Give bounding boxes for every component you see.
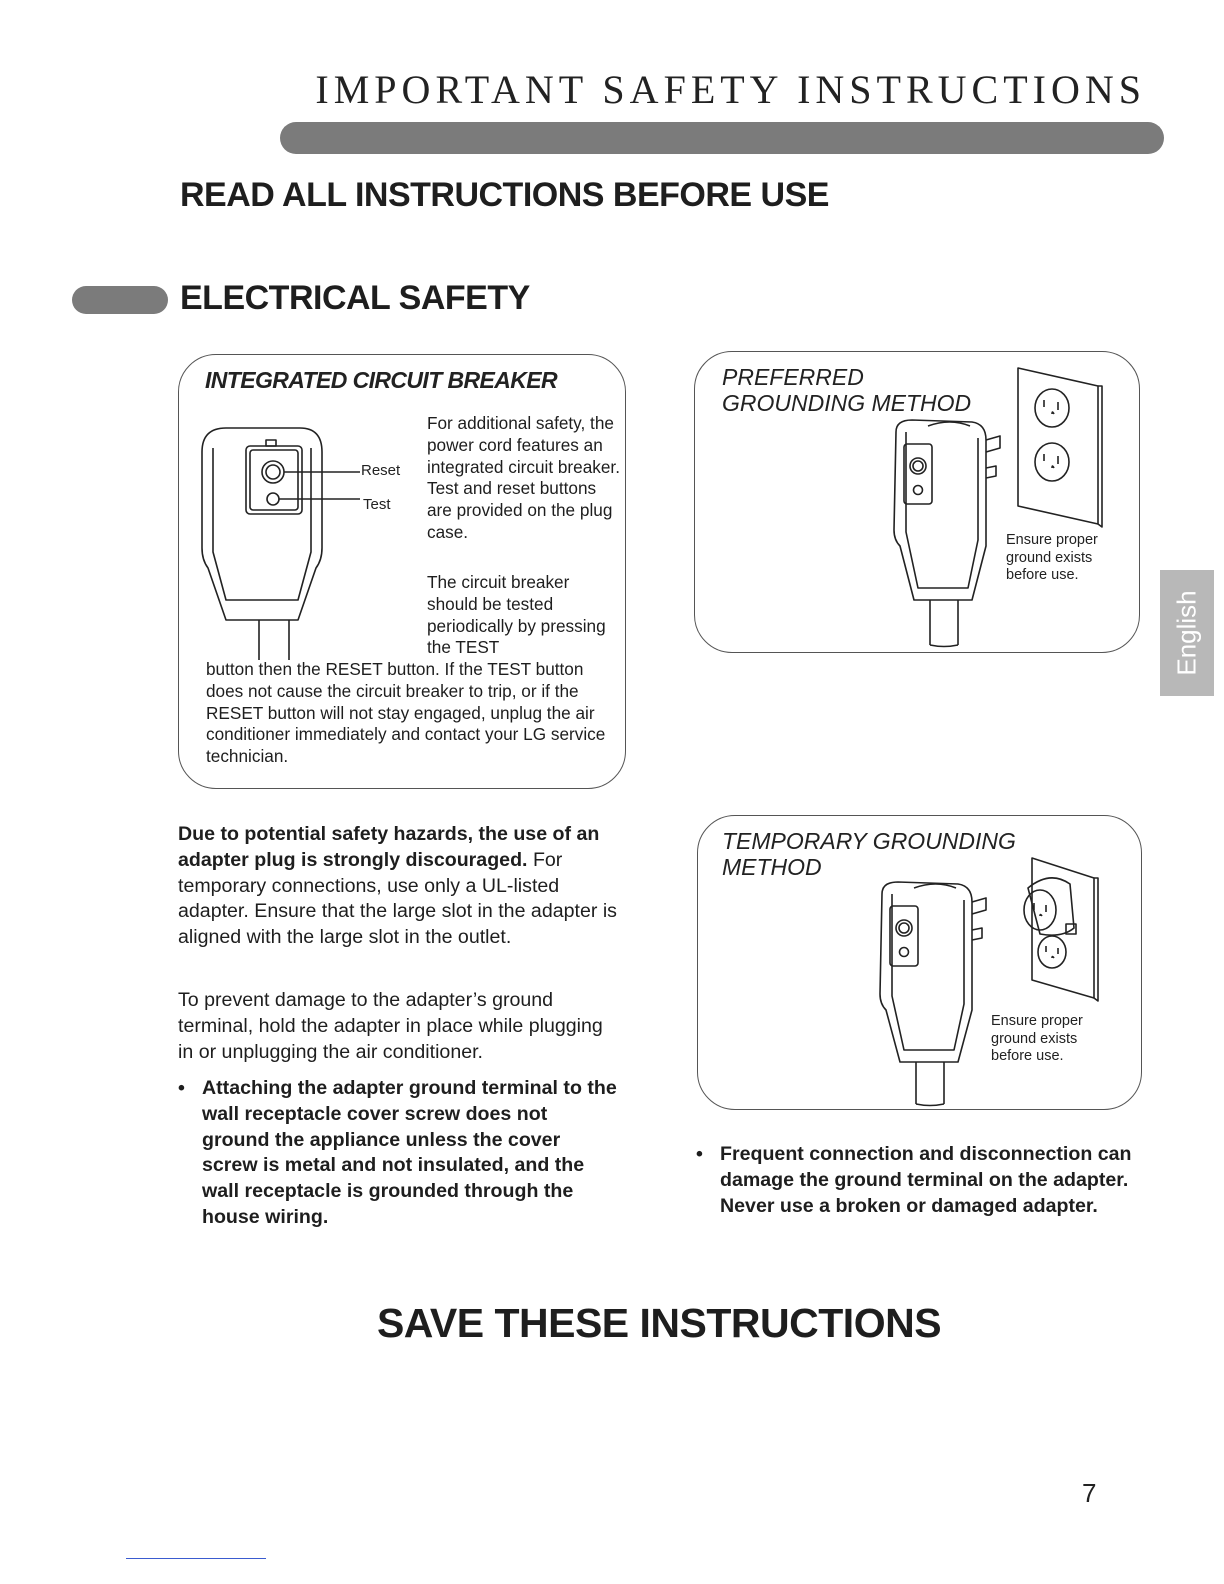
icb-title: INTEGRATED CIRCUIT BREAKER bbox=[205, 367, 557, 393]
page-number: 7 bbox=[1082, 1478, 1097, 1508]
bullet-text: Frequent connection and disconnection can damage the ground terminal on the adapter. Never use a broken or damaged adapter. bbox=[720, 1143, 1132, 1217]
section-title: ELECTRICAL SAFETY bbox=[180, 279, 530, 317]
reset-label: Reset bbox=[361, 462, 401, 479]
adapter-warning: Due to potential safety hazards, the use of an adapter plug is strongly discouraged. bbox=[178, 823, 600, 871]
callout-line: Ensure proper bbox=[1006, 532, 1098, 548]
icb-paragraph-1: For additional safety, the power cord features an integrated circuit breaker. Test and reset buttons are provided on the plug case. bbox=[427, 413, 620, 542]
bullet-dot: • bbox=[696, 1143, 703, 1165]
page-header-title: IMPORTANT SAFETY INSTRUCTIONS bbox=[315, 67, 1146, 112]
language-tab-label: English bbox=[1171, 590, 1202, 676]
temporary-title-line-1: TEMPORARY GROUNDING bbox=[722, 828, 1016, 854]
callout-line: before use. bbox=[991, 1048, 1064, 1064]
bullet-item bbox=[696, 1142, 1136, 1219]
callout-line: Ensure proper bbox=[991, 1013, 1083, 1029]
callout-line: ground exists bbox=[991, 1030, 1078, 1047]
icb-paragraph-2-start: The circuit breaker should be tested periodically by pressing the TEST bbox=[427, 572, 606, 658]
save-instructions-heading: SAVE THESE INSTRUCTIONS bbox=[376, 1300, 942, 1346]
bullet-item bbox=[178, 1076, 618, 1231]
preferred-title-line-1: PREFERRED bbox=[722, 364, 864, 390]
temporary-ground-callout bbox=[991, 1013, 1111, 1066]
temporary-title-line-2: METHOD bbox=[722, 854, 822, 880]
bullet-dot: • bbox=[178, 1077, 185, 1099]
callout-line: before use. bbox=[1006, 567, 1079, 583]
test-label: Test bbox=[363, 496, 391, 513]
damage-paragraph: To prevent damage to the adapter’s ground terminal, hold the adapter in place while plugging in or unplugging the air conditioner. bbox=[178, 989, 603, 1063]
adapter-paragraph bbox=[178, 822, 618, 951]
preferred-title-line-2: GROUNDING METHOD bbox=[722, 390, 972, 416]
footer-rule bbox=[126, 1558, 266, 1559]
page-subtitle: READ ALL INSTRUCTIONS BEFORE USE bbox=[180, 176, 829, 214]
icb-paragraph-2-end: button then the RESET button. If the TEST button does not cause the circuit breaker to trip, or if the RESET button will not stay engaged, unplug the air conditioner immediately and contact your LG service technician. bbox=[206, 659, 606, 767]
callout-line: ground exists bbox=[1006, 549, 1093, 566]
adapter-instructions: For temporary connections, use only a UL-listed adapter. Ensure that the large slot in the adapter is aligned with the large slot in the outlet. bbox=[178, 848, 617, 949]
bullet-text: Attaching the adapter ground terminal to the wall receptacle cover screw does not ground the appliance unless the cover screw is metal and not insulated, and the wall receptacle is grounded through the house wiring. bbox=[202, 1077, 617, 1228]
